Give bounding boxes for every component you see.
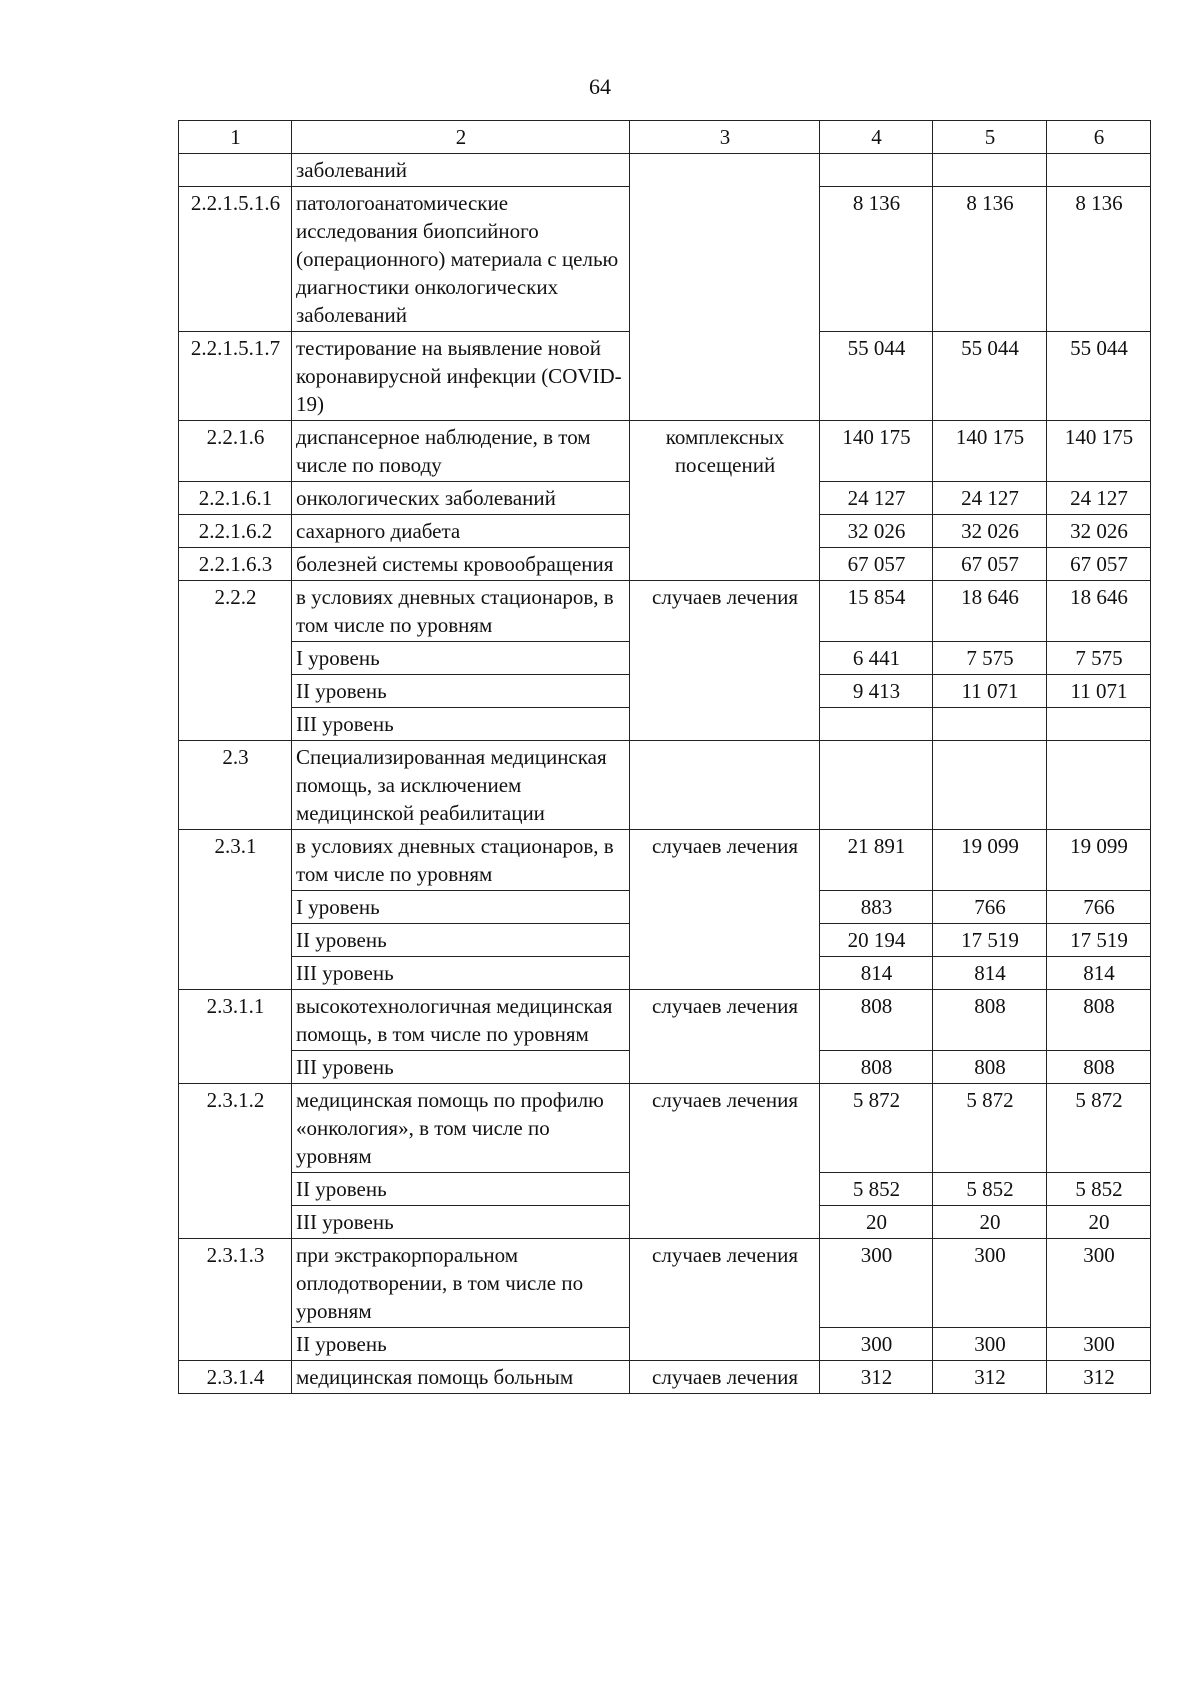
value-col4: 312	[820, 1361, 933, 1394]
value-col6: 55 044	[1047, 332, 1151, 421]
row-name: I уровень	[292, 642, 630, 675]
table-header-row	[179, 121, 1151, 154]
table-row	[179, 1361, 1151, 1394]
row-name: тестирование на выявление новой коронавирусной инфекции (COVID-19)	[292, 332, 630, 421]
value-col6: 312	[1047, 1361, 1151, 1394]
row-name: заболеваний	[292, 154, 630, 187]
value-col5: 17 519	[933, 924, 1047, 957]
row-unit: случаев лечения	[630, 1084, 820, 1239]
row-name: II уровень	[292, 1173, 630, 1206]
value-col4: 21 891	[820, 830, 933, 891]
value-col5: 300	[933, 1239, 1047, 1328]
value-col4: 5 852	[820, 1173, 933, 1206]
value-col4: 808	[820, 1051, 933, 1084]
value-col6: 11 071	[1047, 675, 1151, 708]
value-col6: 7 575	[1047, 642, 1151, 675]
value-col4: 300	[820, 1239, 933, 1328]
value-col4: 814	[820, 957, 933, 990]
value-col6: 67 057	[1047, 548, 1151, 581]
value-col6	[1047, 154, 1151, 187]
value-col4	[820, 708, 933, 741]
row-code: 2.2.1.5.1.7	[179, 332, 292, 421]
row-name: при экстракорпоральном оплодотворении, в том числе по уровням	[292, 1239, 630, 1328]
value-col6: 5 852	[1047, 1173, 1151, 1206]
value-col6: 808	[1047, 990, 1151, 1051]
row-name: III уровень	[292, 708, 630, 741]
data-table	[178, 120, 1151, 1394]
value-col5: 20	[933, 1206, 1047, 1239]
value-col6: 5 872	[1047, 1084, 1151, 1173]
row-name: I уровень	[292, 891, 630, 924]
row-code: 2.2.1.6	[179, 421, 292, 482]
table-row	[179, 421, 1151, 482]
row-unit	[630, 154, 820, 421]
row-code: 2.2.1.6.3	[179, 548, 292, 581]
row-code: 2.3	[179, 741, 292, 830]
row-unit: случаев лечения	[630, 581, 820, 741]
value-col4: 5 872	[820, 1084, 933, 1173]
value-col5: 814	[933, 957, 1047, 990]
value-col4: 140 175	[820, 421, 933, 482]
value-col5: 32 026	[933, 515, 1047, 548]
value-col5: 808	[933, 990, 1047, 1051]
row-code: 2.2.1.6.2	[179, 515, 292, 548]
value-col5: 11 071	[933, 675, 1047, 708]
row-name: диспансерное наблюдение, в том числе по поводу	[292, 421, 630, 482]
value-col5: 67 057	[933, 548, 1047, 581]
value-col6: 766	[1047, 891, 1151, 924]
value-col6: 140 175	[1047, 421, 1151, 482]
value-col5: 766	[933, 891, 1047, 924]
value-col6	[1047, 741, 1151, 830]
row-name: III уровень	[292, 1051, 630, 1084]
column-header: 1	[179, 121, 292, 154]
table-row	[179, 990, 1151, 1051]
value-col4: 32 026	[820, 515, 933, 548]
value-col4: 6 441	[820, 642, 933, 675]
value-col6: 300	[1047, 1239, 1151, 1328]
row-code: 2.2.1.6.1	[179, 482, 292, 515]
column-header: 6	[1047, 121, 1151, 154]
row-name: сахарного диабета	[292, 515, 630, 548]
value-col5: 55 044	[933, 332, 1047, 421]
value-col5	[933, 708, 1047, 741]
value-col5: 19 099	[933, 830, 1047, 891]
value-col4: 20	[820, 1206, 933, 1239]
value-col6: 32 026	[1047, 515, 1151, 548]
value-col6	[1047, 708, 1151, 741]
column-header: 2	[292, 121, 630, 154]
value-col6: 300	[1047, 1328, 1151, 1361]
value-col4: 24 127	[820, 482, 933, 515]
value-col5: 5 852	[933, 1173, 1047, 1206]
table-row	[179, 830, 1151, 891]
row-name: III уровень	[292, 957, 630, 990]
table-row	[179, 741, 1151, 830]
column-header: 5	[933, 121, 1047, 154]
value-col6: 8 136	[1047, 187, 1151, 332]
value-col4: 8 136	[820, 187, 933, 332]
value-col5: 140 175	[933, 421, 1047, 482]
row-name: болезней системы кровообращения	[292, 548, 630, 581]
row-name: в условиях дневных стационаров, в том числе по уровням	[292, 830, 630, 891]
table-row	[179, 154, 1151, 187]
value-col5: 808	[933, 1051, 1047, 1084]
row-unit: случаев лечения	[630, 990, 820, 1084]
row-name: высокотехнологичная медицинская помощь, в том числе по уровням	[292, 990, 630, 1051]
value-col4: 20 194	[820, 924, 933, 957]
row-unit: комплексных посещений	[630, 421, 820, 581]
row-name: II уровень	[292, 1328, 630, 1361]
value-col5	[933, 741, 1047, 830]
value-col6: 24 127	[1047, 482, 1151, 515]
value-col5: 24 127	[933, 482, 1047, 515]
row-code: 2.3.1	[179, 830, 292, 990]
row-unit: случаев лечения	[630, 830, 820, 990]
value-col5: 312	[933, 1361, 1047, 1394]
value-col6: 17 519	[1047, 924, 1151, 957]
row-unit: случаев лечения	[630, 1361, 820, 1394]
row-unit	[630, 741, 820, 830]
value-col4: 15 854	[820, 581, 933, 642]
row-name: II уровень	[292, 675, 630, 708]
value-col4: 300	[820, 1328, 933, 1361]
value-col4: 808	[820, 990, 933, 1051]
table-row	[179, 1084, 1151, 1173]
row-name: II уровень	[292, 924, 630, 957]
row-name: III уровень	[292, 1206, 630, 1239]
row-code	[179, 154, 292, 187]
column-header: 4	[820, 121, 933, 154]
row-unit: случаев лечения	[630, 1239, 820, 1361]
value-col4	[820, 741, 933, 830]
value-col5: 8 136	[933, 187, 1047, 332]
value-col6: 20	[1047, 1206, 1151, 1239]
value-col5: 18 646	[933, 581, 1047, 642]
value-col5	[933, 154, 1047, 187]
value-col6: 18 646	[1047, 581, 1151, 642]
value-col6: 808	[1047, 1051, 1151, 1084]
value-col4: 55 044	[820, 332, 933, 421]
row-code: 2.3.1.4	[179, 1361, 292, 1394]
column-header: 3	[630, 121, 820, 154]
value-col4	[820, 154, 933, 187]
value-col5: 7 575	[933, 642, 1047, 675]
page-number: 64	[589, 74, 611, 99]
row-name: патологоанатомические исследования биопсийного (операционного) материала с целью диагностики онкологических заболеваний	[292, 187, 630, 332]
value-col4: 9 413	[820, 675, 933, 708]
value-col5: 5 872	[933, 1084, 1047, 1173]
row-code: 2.2.2	[179, 581, 292, 741]
value-col5: 300	[933, 1328, 1047, 1361]
table-row	[179, 1239, 1151, 1328]
row-code: 2.3.1.3	[179, 1239, 292, 1361]
row-code: 2.3.1.2	[179, 1084, 292, 1239]
row-code: 2.3.1.1	[179, 990, 292, 1084]
value-col6: 19 099	[1047, 830, 1151, 891]
row-name: медицинская помощь больным	[292, 1361, 630, 1394]
row-name: в условиях дневных стационаров, в том числе по уровням	[292, 581, 630, 642]
row-name: Специализированная медицинская помощь, за исключением медицинской реабилитации	[292, 741, 630, 830]
value-col6: 814	[1047, 957, 1151, 990]
row-code: 2.2.1.5.1.6	[179, 187, 292, 332]
table-row	[179, 581, 1151, 642]
value-col4: 67 057	[820, 548, 933, 581]
value-col4: 883	[820, 891, 933, 924]
row-name: медицинская помощь по профилю «онкология», в том числе по уровням	[292, 1084, 630, 1173]
row-name: онкологических заболеваний	[292, 482, 630, 515]
